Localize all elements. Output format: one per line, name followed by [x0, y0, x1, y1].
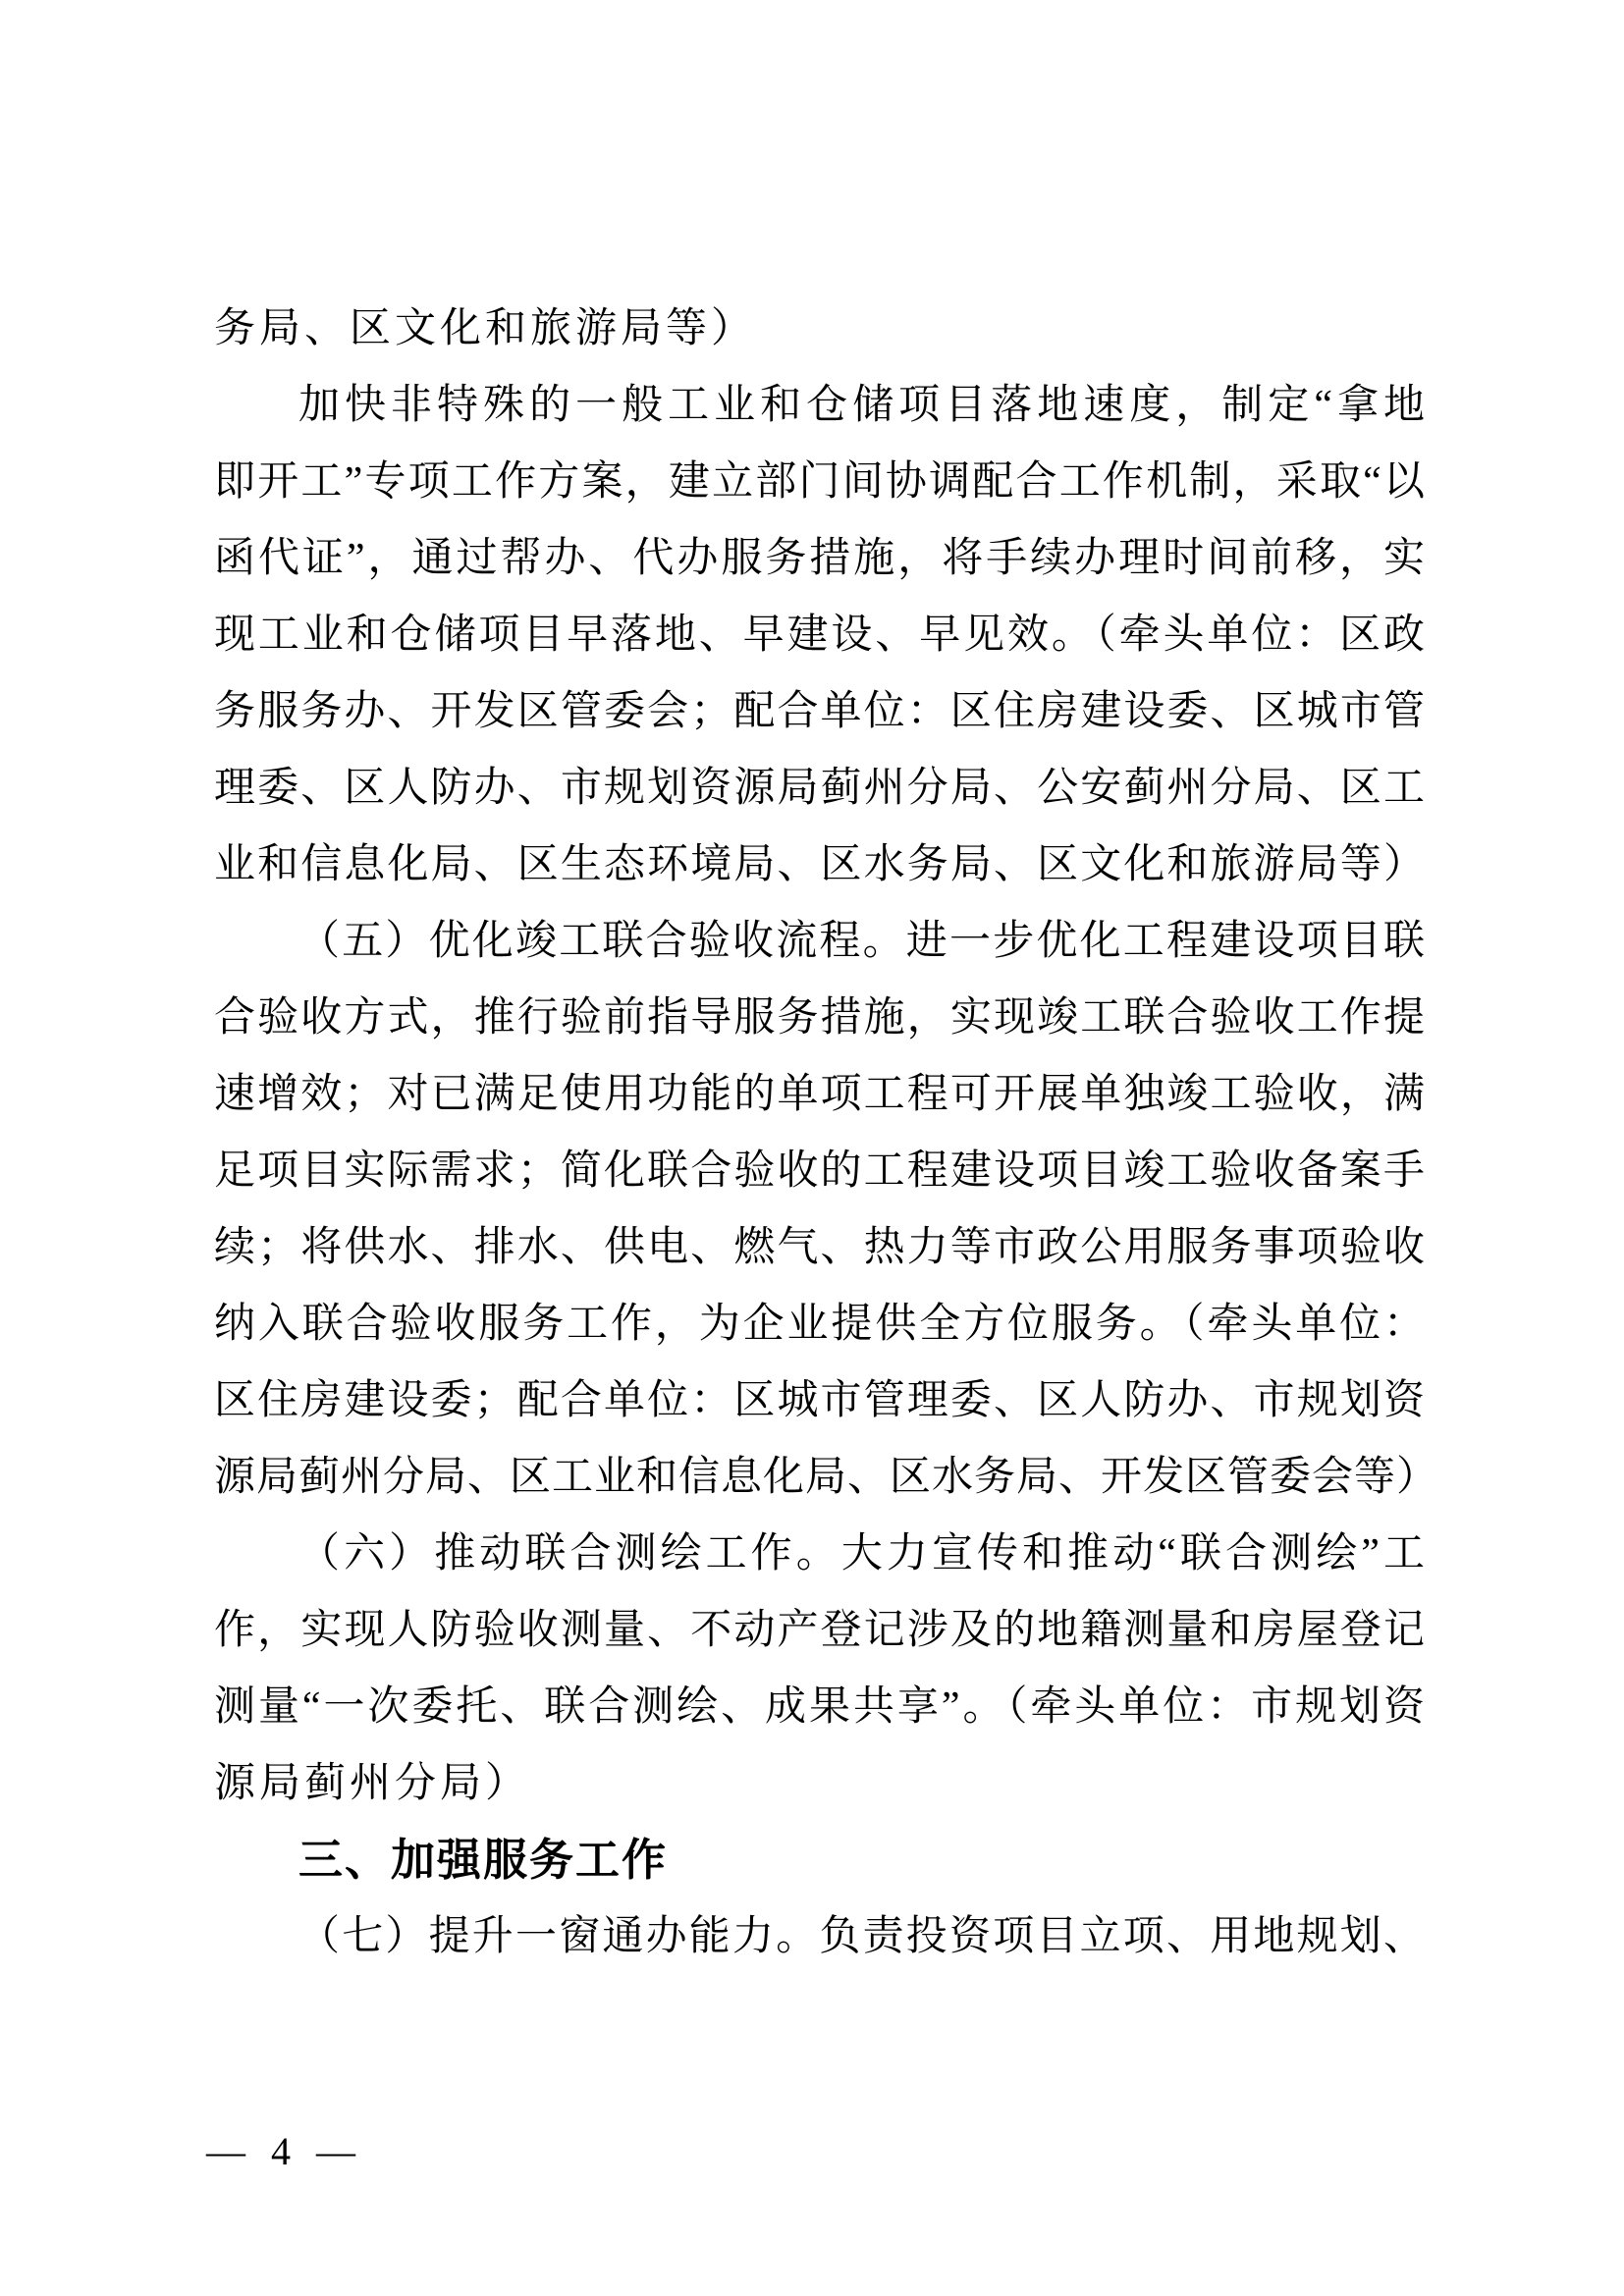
text-line: 合验收方式，推行验前指导服务措施，实现竣工联合验收工作提 [214, 995, 1426, 1041]
text-line: 函代证”，通过帮办、代办服务措施，将手续办理时间前移，实 [214, 536, 1426, 581]
text-line: 纳入联合验收服务工作，为企业提供全方位服务。（牵头单位： [214, 1302, 1426, 1347]
text-line: 测量“一次委托、联合测绘、成果共享”。（牵头单位：市规划资 [214, 1684, 1426, 1730]
text-line-item-5-lead: （五）优化竣工联合验收流程。进一步优化工程建设项目联 [298, 919, 1426, 964]
text-line-item-6-lead: （六）推动联合测绘工作。大力宣传和推动“联合测绘”工 [298, 1531, 1426, 1576]
text-line: 源局蓟州分局） [214, 1761, 531, 1806]
text-line: 加快非特殊的一般工业和仓储项目落地速度，制定“拿地 [298, 383, 1426, 428]
text-line: 足项目实际需求；简化联合验收的工程建设项目竣工验收备案手 [214, 1148, 1426, 1194]
text-line: 业和信息化局、区生态环境局、区水务局、区文化和旅游局等） [214, 842, 1426, 887]
text-line: 即开工”专项工作方案，建立部门间协调配合工作机制，采取“以 [214, 459, 1426, 505]
text-line: 续；将供水、排水、供电、燃气、热力等市政公用服务事项验收 [214, 1225, 1426, 1270]
text-line: 务服务办、开发区管委会；配合单位：区住房建设委、区城市管 [214, 689, 1426, 734]
text-line: 务局、区文化和旅游局等） [214, 306, 757, 351]
document-body [214, 291, 1439, 1975]
section-heading: 三、加强服务工作 [298, 1835, 669, 1885]
text-line: 速增效；对已满足使用功能的单项工程可开展单独竣工验收，满 [214, 1072, 1426, 1117]
text-line: 区住房建设委；配合单位：区城市管理委、区人防办、市规划资 [214, 1378, 1426, 1423]
page-number: — 4 — [206, 2129, 363, 2173]
text-line: 理委、区人防办、市规划资源局蓟州分局、公安蓟州分局、区工 [214, 766, 1426, 811]
text-line: 现工业和仓储项目早落地、早建设、早见效。（牵头单位：区政 [214, 613, 1426, 658]
text-line-item-7-lead: （七）提升一窗通办能力。负责投资项目立项、用地规划、 [298, 1914, 1426, 1959]
text-line: 作，实现人防验收测量、不动产登记涉及的地籍测量和房屋登记 [214, 1608, 1426, 1653]
text-line: 源局蓟州分局、区工业和信息化局、区水务局、开发区管委会等） [214, 1455, 1439, 1500]
